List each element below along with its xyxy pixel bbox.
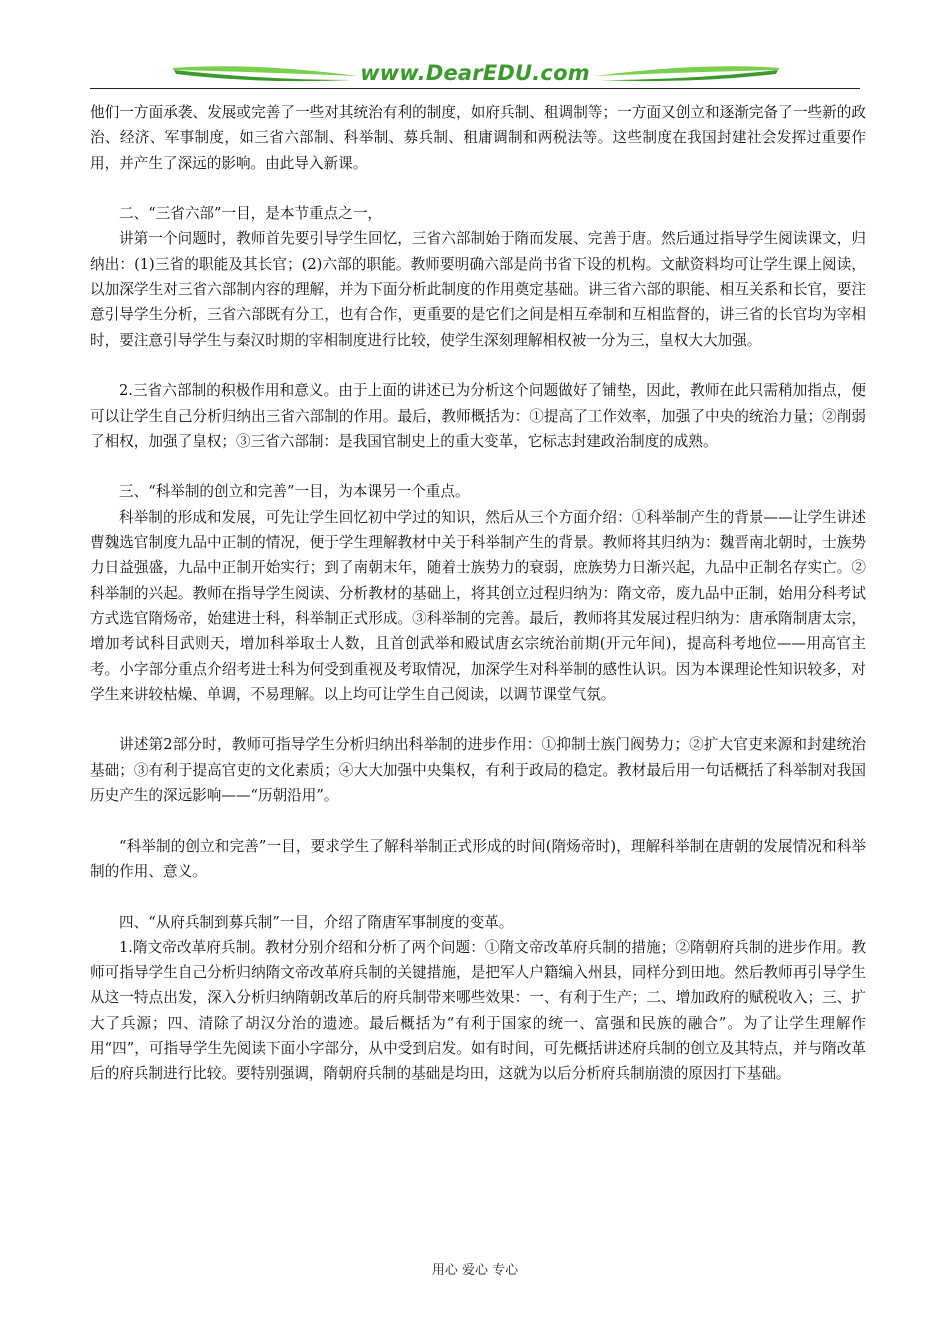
document-body bbox=[90, 100, 866, 1087]
paragraph: 讲第一个问题时，教师首先要引导学生回忆，三省六部制始于隋而发展、完善于唐。然后通过指导学生阅读课文，归纳出：(1)三省的职能及其长官；(2)六部的职能。教师要明确六部是尚书省下设的机构。文献资料均可让学生课上阅读，以加深学生对三省六部制内容的理解，并为下面分析此制度的作用奠定基础。讲三省六部的职能、相互关系和长官，要注意引导学生分析，三省六部既有分工，也有合作，更重要的是它们之间是相互牵制和互相监督的，讲三省的长官均为宰相时，要注意引导学生与秦汉时期的宰相制度进行比较，使学生深刻理解相权被一分为三，皇权大大加强。 bbox=[90, 230, 866, 349]
page-footer: 用心 爱心 专心 bbox=[431, 1263, 519, 1278]
paragraph-intro: 他们一方面承袭、发展或完善了一些对其统治有利的制度，如府兵制、租调制等；一方面又创立和逐渐完备了一些新的政治、经济、军事制度，如三省六部制、科举制、募兵制、租庸调制和两税法等。这些制度在我国封建社会发挥过重要作用，并产生了深远的影响。由此导入新课。 bbox=[90, 104, 866, 172]
paragraph: 讲述第2部分时，教师可指导学生分析归纳出科举制的进步作用：①抑制士族门阀势力；②扩大官吏来源和封建统治基础；③有利于提高官吏的文化素质；④大大加强中央集权，有利于政局的稳定。教材最后用一句话概括了科举制对我国历史产生的深远影响——“历朝沿用”。 bbox=[90, 736, 866, 805]
paragraph: 科举制的形成和发展，可先让学生回忆初中学过的知识，然后从三个方面介绍：①科举制产生的背景——让学生讲述曹魏选官制度九品中正制的情况，便于学生理解教材中关于科举制产生的背景。教师将其归纳为：魏晋南北朝时，士族势力日益强盛，九品中正制开始实行；到了南朝末年，随着士族势力的衰弱，庶族势力日渐兴起，九品中正制名存实亡。②科举制的兴起。教师在指导学生阅读、分析教材的基础上，将其创立过程归纳为：隋文帝，废九品中正制，始用分科考试方式选官隋炀帝，始建进士科，科举制正式形成。③科举制的完善。最后，教师将其发展过程归纳为：唐承隋制唐太宗，增加考试科目武则天，增加科举取士人数，且首创武举和殿试唐玄宗统治前期(开元年间)，提高科考地位——用高官主考。小字部分重点介绍考进士科为何受到重视及考取情况，加深学生对科举制的感性认识。因为本课理论性知识较多，对学生来讲较枯燥、单调，不易理解。以上均可让学生自己阅读，以调节课堂气氛。 bbox=[90, 508, 866, 703]
paragraph: “科举制的创立和完善”一目，要求学生了解科举制正式形成的时间(隋炀帝时)，理解科举制在唐朝的发展情况和科举制的作用、意义。 bbox=[90, 837, 866, 880]
section-heading-4: 四、“从府兵制到募兵制”一目，介绍了隋唐军事制度的变革。 bbox=[119, 913, 514, 931]
paragraph: 1.隋文帝改革府兵制。教材分别介绍和分析了两个问题：①隋文帝改革府兵制的措施；②隋朝府兵制的进步作用。教师可指导学生自己分析归纳隋文帝改革府兵制的关键措施，是把军人户籍编入州县，同样分到田地。然后教师再引导学生从这一特点出发，深入分析归纳隋朝改革后的府兵制带来哪些效果：一、有利于生产；二、增加政府的赋税收入；三、扩大了兵源；四、清除了胡汉分治的遗迹。最后概括为“有利于国家的统一、富强和民族的融合”。为了让学生理解作用“四”，可指导学生先阅读下面小字部分，从中受到启发。如有时间，可先概括讲述府兵制的创立及其特点，并与隋改革后的府兵制进行比较。要特别强调，隋朝府兵制的基础是均田，这就为以后分析府兵制崩溃的原因打下基础。 bbox=[90, 938, 866, 1083]
site-header bbox=[90, 58, 860, 92]
site-name: www.DearEDU.com bbox=[360, 61, 590, 85]
section-heading-3: 三、“科举制的创立和完善”一目，为本课另一个重点。 bbox=[119, 483, 470, 501]
header-rule bbox=[90, 88, 860, 89]
paragraph: 2.三省六部制的积极作用和意义。由于上面的讲述已为分析这个问题做好了铺垫，因此，教师在此只需稍加指点，便可以让学生自己分析归纳出三省六部制的作用。最后，教师概括为：①提高了工作效率，加强了中央的统治力量；②削弱了相权，加强了皇权；③三省六部制：是我国官制史上的重大变革，它标志封建政治制度的成熟。 bbox=[90, 382, 866, 450]
section-heading-2: 二、“三省六部”一目，是本节重点之一， bbox=[119, 205, 383, 223]
